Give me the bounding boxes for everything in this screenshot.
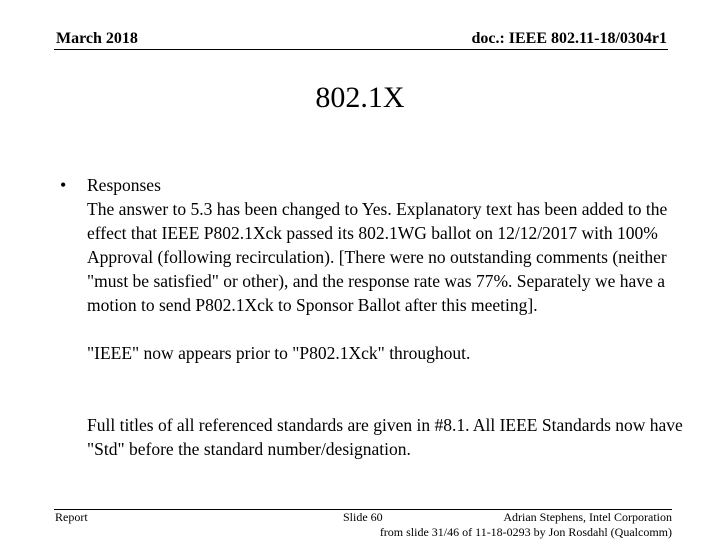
paragraph-answer-change: The answer to 5.3 has been changed to Yes. Explanatory text has been added to the effect that IEEE P802.1Xck passed its 802.1WG ballot on 12/12/2017 with 100% Approval (following recirculation). [There were no outstanding comments (neither "must be satisfied" or other), and the response rate was 77%. Separately we have a motion to send P802.1Xck to Sponsor Ballot after this meeting]. — [87, 199, 668, 315]
slide-title: 802.1X — [315, 81, 405, 114]
paragraph-spacer — [87, 317, 687, 341]
paragraph-full-titles: Full titles of all referenced standards are given in #8.1. All IEEE Standards now have "Std" before the standard number/designation. — [87, 415, 683, 459]
footer-attribution — [380, 510, 672, 540]
footer-author: Adrian Stephens, Intel Corporation — [503, 510, 672, 524]
paragraph-ieee-prefix: "IEEE" now appears prior to "P802.1Xck" throughout. — [87, 343, 471, 363]
slide-body — [87, 173, 687, 461]
footer-slide-number: Slide 60 — [343, 510, 383, 524]
paragraph-spacer — [87, 389, 687, 413]
paragraph-spacer — [87, 365, 687, 389]
footer-report: Report — [55, 510, 88, 524]
header-divider — [54, 49, 668, 50]
header-date: March 2018 — [56, 30, 138, 47]
footer-source: from slide 31/46 of 11-18-0293 by Jon Rosdahl (Qualcomm) — [379, 525, 672, 539]
header-doc-id: doc.: IEEE 802.11-18/0304r1 — [471, 30, 667, 47]
bullet-icon: • — [60, 175, 67, 195]
bullet-heading: Responses — [87, 175, 161, 195]
